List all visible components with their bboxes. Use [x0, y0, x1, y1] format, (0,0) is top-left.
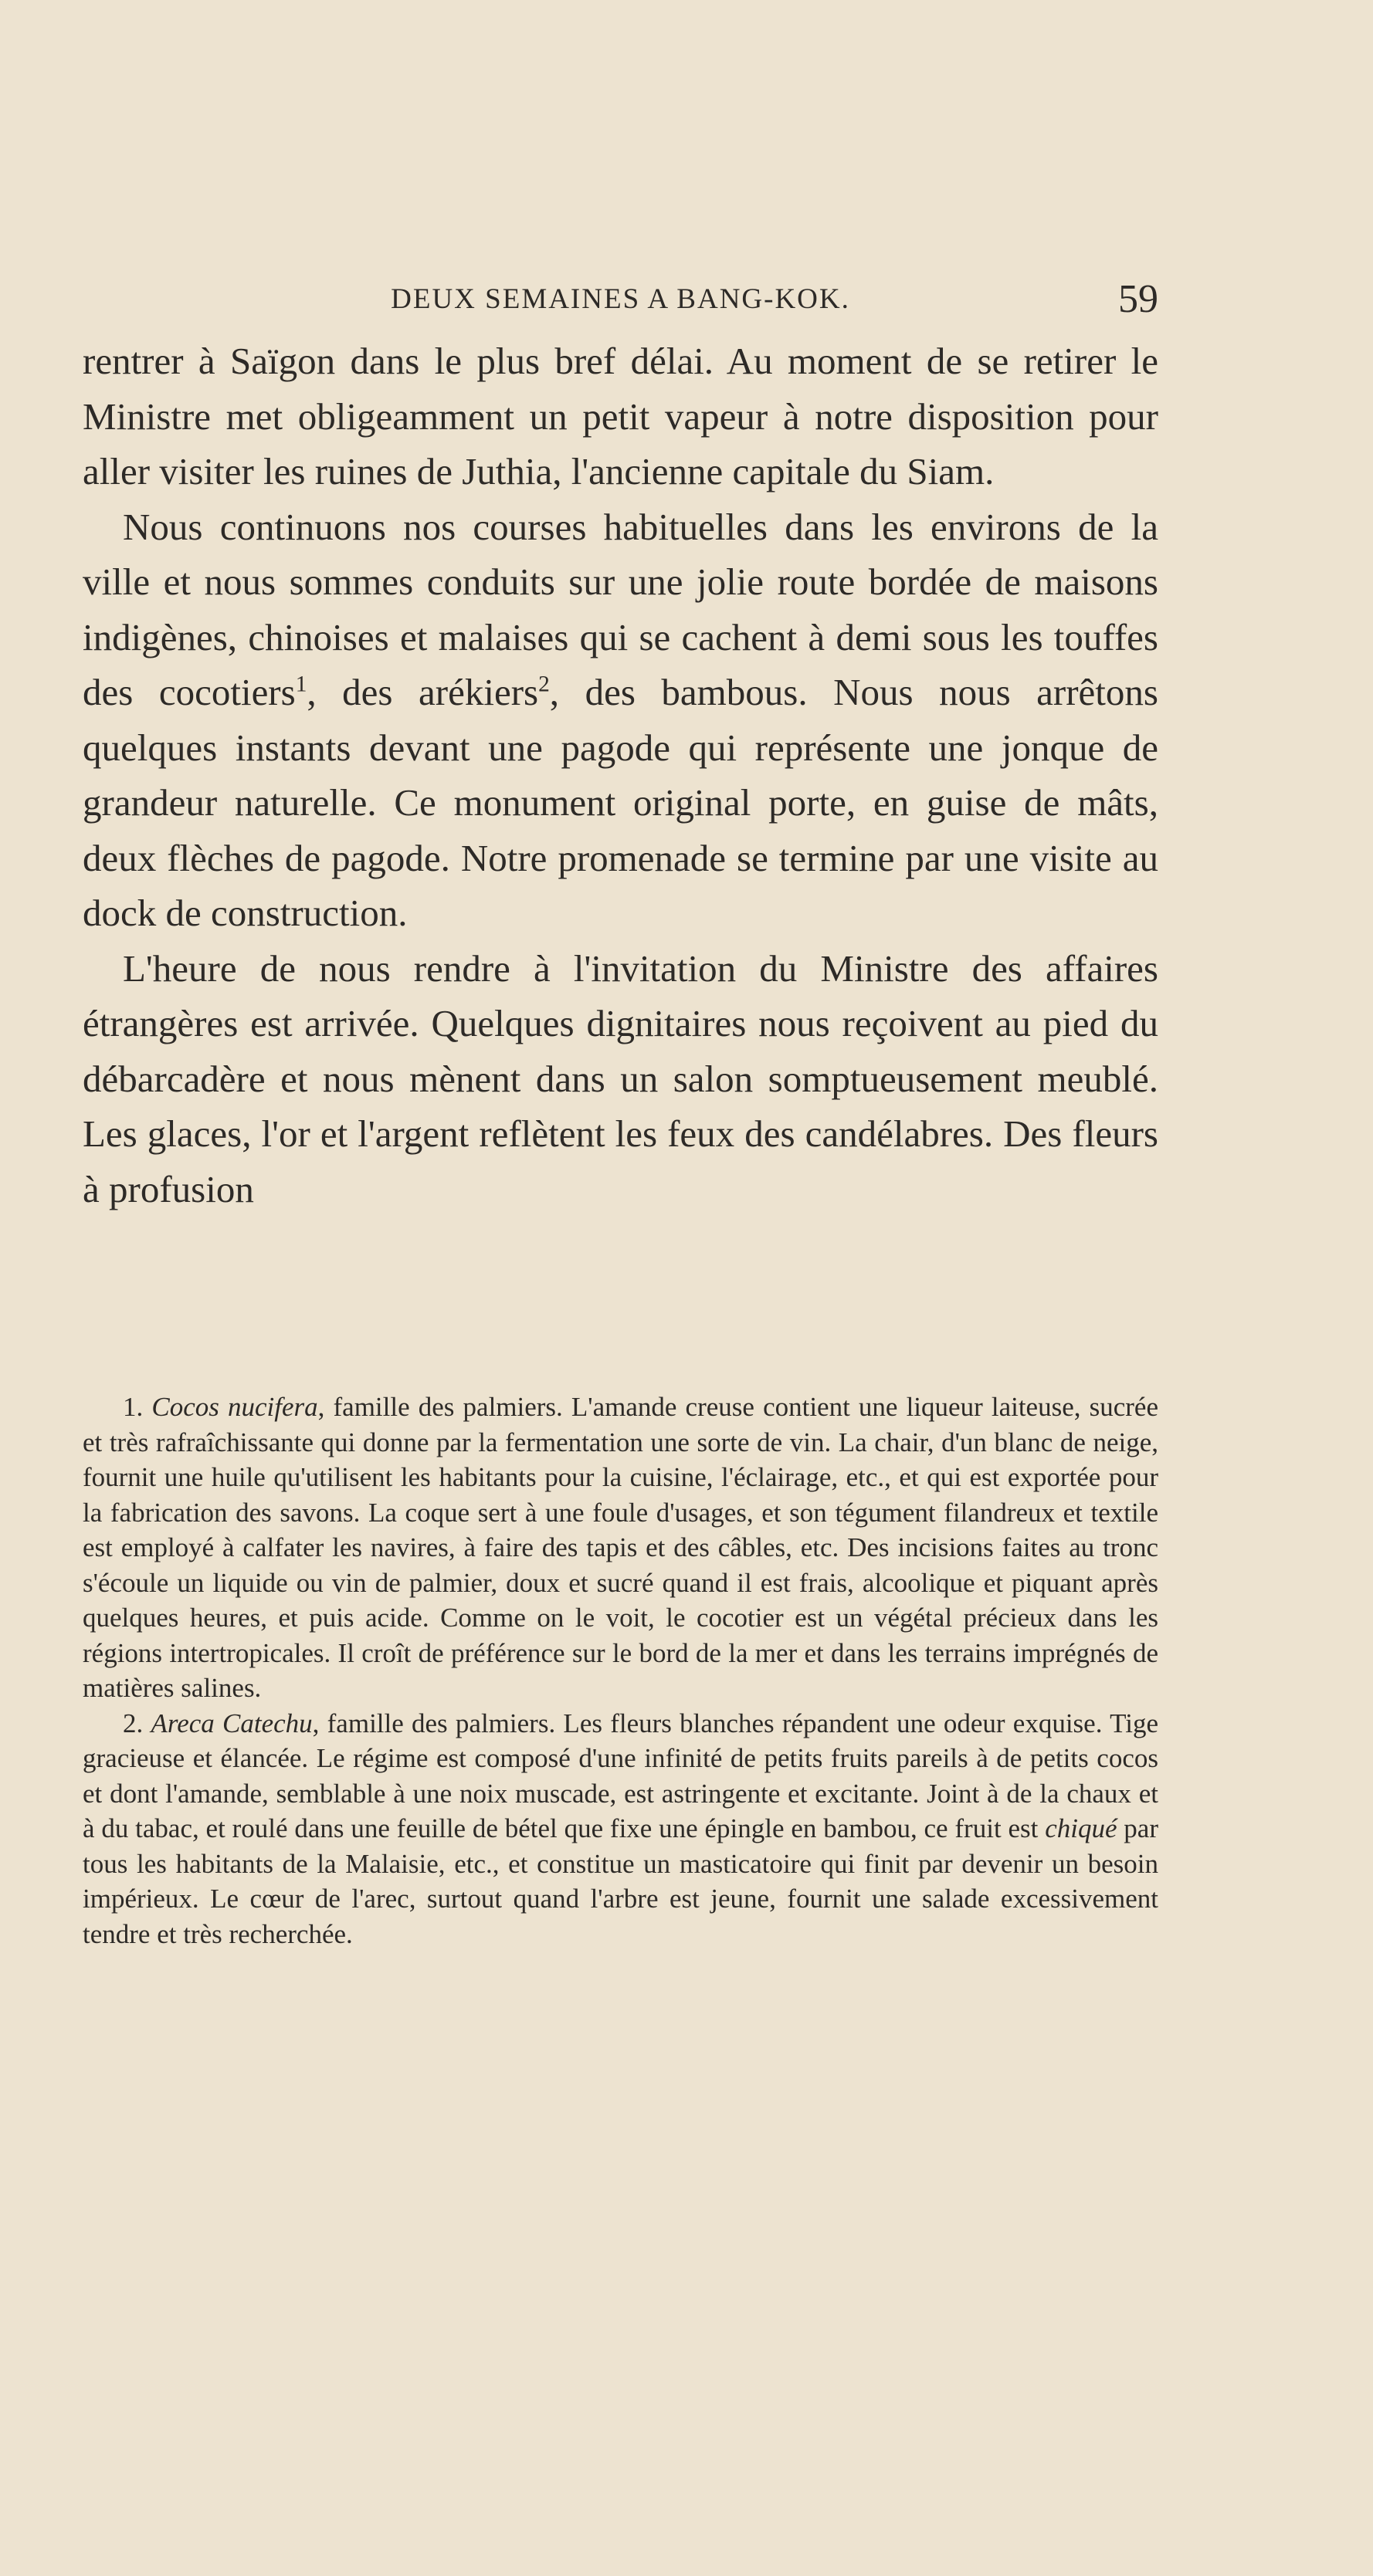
page-header [83, 276, 1158, 323]
footnote-number: 1. [123, 1392, 144, 1422]
paragraph-2 [83, 499, 1158, 941]
footnote-emphasis: chiqué [1045, 1813, 1117, 1843]
footnote-2 [83, 1706, 1158, 1952]
paragraph-2-part-c: , des bambous. Nous nous arrêtons quelques instants devant une pagode qui représente une jonque de grandeur naturelle. Ce monument original porte, en guise de mâts, deux flèches de pagode. Notre promenade se termine par une visite au dock de construction. [83, 671, 1158, 934]
footnote-text-b: par tous les habitants de la Malaisie, etc., et constitue un masticatoire qui finit par devenir un besoin impérieux. Le cœur de l'arec, surtout quand l'arbre est jeune, fournit une salade excessivement tendre et très recherchée. [83, 1813, 1158, 1949]
footnote-ref-1: 1 [295, 672, 307, 697]
paragraph-3: L'heure de nous rendre à l'invitation du Ministre des affaires étrangères est arrivée. Quelques dignitaires nous reçoivent au pied du débarcadère et nous mènent dans un salon somptueusement meublé. Les glaces, l'or et l'argent reflètent les feux des candélabres. Des fleurs à profusion [83, 946, 1158, 1210]
footnote-term: Cocos nucifera [151, 1392, 318, 1422]
footnote-text-a: , famille des palmiers. Les fleurs blanches répandent une odeur exquise. Tige gracieuse et élancée. Le régime est composé d'une infinité de petits fruits pareils à de petits cocos et dont l'amande, semblable à une noix muscade, est astringente et excitante. Joint à de la chaux et à du tabac, et roulé dans une feuille de bétel que fixe une épingle en bambou, ce fruit est [83, 1708, 1158, 1843]
paragraph-2-part-b: , des arékiers [307, 671, 539, 713]
footnote-term: Areca Catechu [151, 1708, 313, 1738]
page-number: 59 [1118, 277, 1158, 321]
footnote-text: , famille des palmiers. L'amande creuse contient une liqueur laiteuse, sucrée et très rafraîchissante qui donne par la fermentation une sorte de vin. La chair, d'un blanc de neige, fournit une huile qu'utilisent les habitants pour la cuisine, l'éclairage, etc., et qui est exportée pour la fabrication des savons. La coque sert à une foule d'usages, et son tégument filandreux et textile est employé à calfater les navires, à faire des tapis et des câbles, etc. Des incisions faites au tronc s'écoule un liquide ou vin de palmier, doux et sucré quand il est frais, alcoolique et piquant après quelques heures, et puis acide. Comme on le voit, le cocotier est un végétal précieux dans les régions intertropicales. Il croît de préférence sur le bord de la mer et dans les terrains imprégnés de matières salines. [83, 1392, 1158, 1703]
footnote-number: 2. [123, 1708, 144, 1738]
running-title: DEUX SEMAINES A BANG-KOK. [391, 283, 850, 315]
paragraph-2-part-a: Nous continuons nos courses habituelles dans les environs de la ville et nous sommes conduits sur une jolie route bordée de maisons indigènes, chinoises et malaises qui se cachent à demi sous les touffes des cocotiers [83, 505, 1158, 713]
footnote-1 [83, 1390, 1158, 1706]
main-text [83, 333, 1158, 1217]
footnotes [83, 1390, 1158, 1951]
footnote-ref-2: 2 [538, 672, 550, 697]
paragraph-1: rentrer à Saïgon dans le plus bref délai. Au moment de se retirer le Ministre met obligeamment un petit vapeur à notre disposition pour aller visiter les ruines de Juthia, l'ancienne capitale du Siam. [83, 340, 1158, 493]
